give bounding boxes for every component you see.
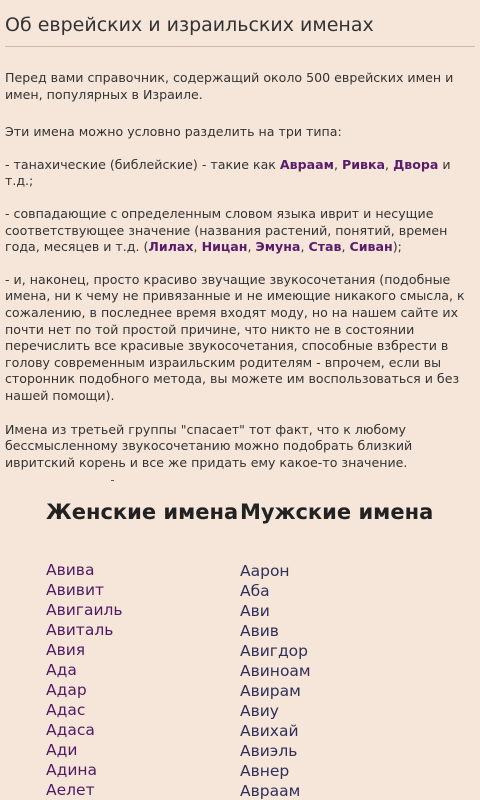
name-link-emuna[interactable]: Эмуна bbox=[255, 239, 301, 255]
male-name-item[interactable]: Ави bbox=[240, 602, 270, 620]
word-names-paragraph bbox=[5, 206, 475, 256]
male-name-item[interactable]: Аба bbox=[240, 582, 270, 600]
names-columns bbox=[0, 478, 480, 800]
name-link-avraam[interactable]: Авраам bbox=[279, 156, 334, 172]
female-names-heading: Женские имена bbox=[46, 500, 239, 524]
male-name-item[interactable]: Авнер bbox=[240, 762, 290, 780]
female-name-item[interactable]: Авигаиль bbox=[46, 601, 123, 619]
intro-paragraph: Перед вами справочник, содержащий около 500 еврейских имен и имен, популярных в Израиле. bbox=[5, 70, 454, 102]
female-name-item[interactable]: Адаса bbox=[46, 721, 95, 739]
female-names-list bbox=[46, 560, 238, 800]
female-name-item[interactable]: Адас bbox=[46, 701, 86, 719]
biblical-suffix: и т.д.; bbox=[5, 156, 451, 189]
female-names-column bbox=[46, 478, 238, 800]
separator: , bbox=[193, 239, 202, 255]
name-link-lilah[interactable]: Лилах bbox=[148, 239, 194, 255]
male-name-item[interactable]: Авиноам bbox=[240, 662, 311, 680]
separator: , bbox=[385, 156, 394, 172]
name-link-rivka[interactable]: Ривка bbox=[341, 156, 386, 172]
female-name-item[interactable]: Авиталь bbox=[46, 621, 114, 639]
male-name-item[interactable]: Авиэль bbox=[240, 742, 298, 760]
male-names-heading: Мужские имена bbox=[240, 500, 434, 524]
separator: , bbox=[247, 239, 256, 255]
female-name-item[interactable]: Ади bbox=[46, 741, 78, 759]
female-name-item[interactable]: Авивит bbox=[46, 581, 105, 599]
female-name-item[interactable]: Аелет bbox=[46, 781, 95, 799]
male-name-item[interactable]: Авиу bbox=[240, 702, 279, 720]
separator: , bbox=[341, 239, 350, 255]
male-name-item[interactable]: Авигдор bbox=[240, 642, 308, 660]
page-title: Об еврейских и израильских именах bbox=[5, 13, 475, 47]
name-link-stav[interactable]: Став bbox=[308, 239, 342, 255]
female-name-item[interactable]: Адар bbox=[46, 681, 87, 699]
female-name-item[interactable]: Авива bbox=[46, 561, 95, 579]
name-link-sivan[interactable]: Сиван bbox=[349, 239, 393, 255]
biblical-names-paragraph bbox=[5, 157, 475, 190]
male-name-item[interactable]: Авраам bbox=[240, 782, 301, 800]
separator: , bbox=[333, 156, 342, 172]
male-names-list bbox=[240, 561, 433, 800]
male-names-column bbox=[240, 478, 433, 800]
female-name-item[interactable]: Авия bbox=[46, 641, 86, 659]
third-group-paragraph: Имена из третьей группы "спасает" тот факт, что к любому бессмысленному звукосочетанию можно подобрать близкий ивритский корень и все же придать ему какое-то значение. bbox=[5, 421, 413, 470]
male-name-item[interactable]: Авив bbox=[240, 622, 279, 640]
female-name-item[interactable]: Ада bbox=[46, 661, 77, 679]
sound-names-paragraph: - и, наконец, просто красиво звучащие звукосочетания (подобные имена, ни к чему не привязанные и не имеющие никакого смысла, к сожалению, в последнее время входят моду, но на нашем сайте их почти нет по той простой причине, что никто не в состоянии перечислить все красивые звукосочетания, способные взбрести в голову современным израильским родителям - впрочем, если вы сторонник подобного метода, вы можете им воспользоваться и без нашей помощи). bbox=[5, 271, 465, 403]
name-link-nitsan[interactable]: Ницан bbox=[201, 239, 248, 255]
word-names-suffix: ); bbox=[392, 239, 402, 255]
female-name-item[interactable]: Адина bbox=[46, 761, 98, 779]
biblical-prefix: - танахические (библейские) - такие как bbox=[5, 156, 280, 172]
male-name-item[interactable]: Аарон bbox=[240, 562, 290, 580]
male-name-item[interactable]: Авирам bbox=[240, 682, 301, 700]
types-intro-paragraph: Эти имена можно условно разделить на три типа: bbox=[5, 124, 342, 140]
separator: , bbox=[300, 239, 309, 255]
name-link-dvora[interactable]: Двора bbox=[393, 156, 439, 172]
male-name-item[interactable]: Авихай bbox=[240, 722, 299, 740]
word-names-prefix: - совпадающие с определенным словом языка иврит и несущие соответствующее значение (названия растений, понятий, времен года, месяцев и т.д. ( bbox=[5, 205, 448, 255]
